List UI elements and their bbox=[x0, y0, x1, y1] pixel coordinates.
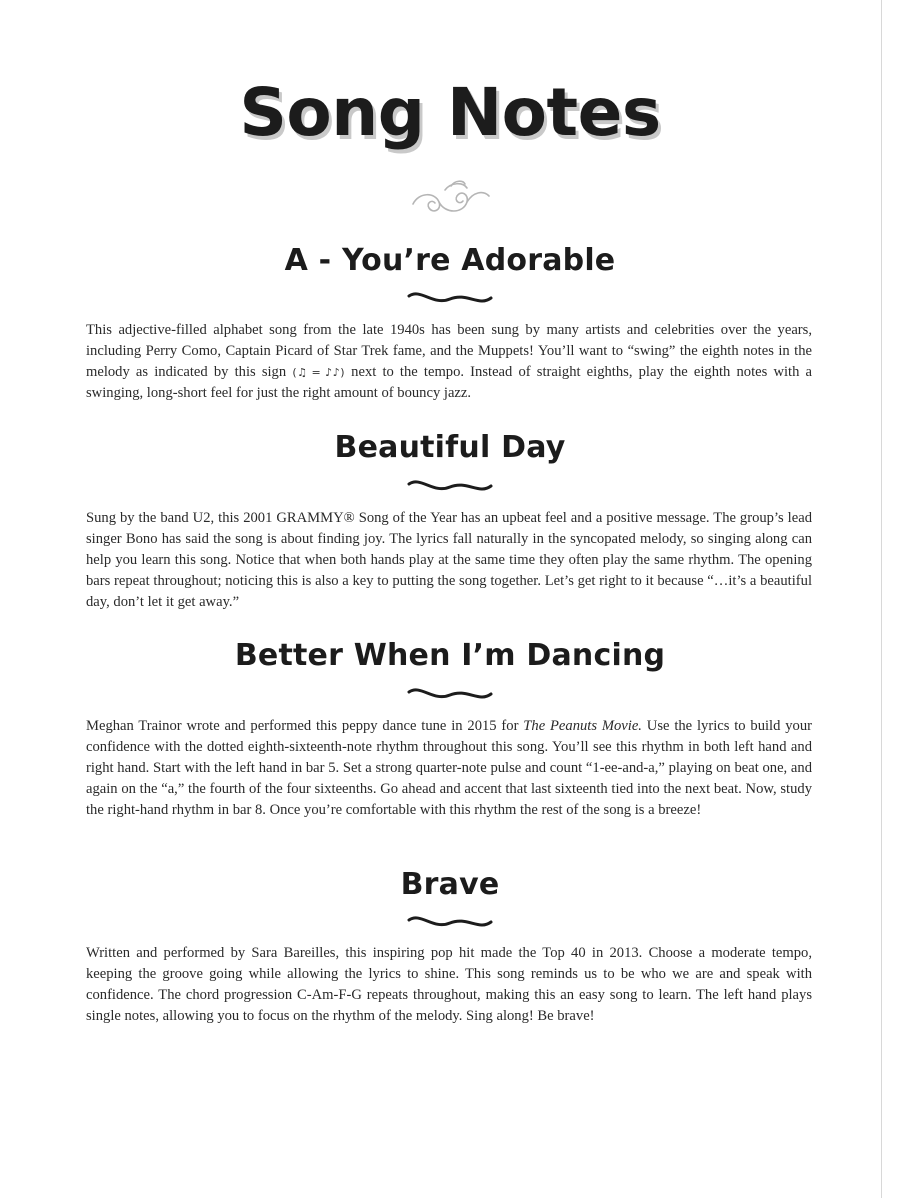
section-text-better-when-im-dancing bbox=[86, 716, 812, 821]
swing-sign-icon: (♫ = ♪♪) bbox=[292, 366, 346, 379]
section-text-part: This adjective-filled alphabet song from the late 1940s has been sung by many artists and celebrities over the years, including Perry Como, Captain Picard of Star Trek fame, and the Muppets! You’ll want to “swing” the eighth notes in the melody as indicated by this sign bbox=[86, 322, 812, 380]
section-heading-better-when-im-dancing: Better When I’m Dancing bbox=[234, 638, 666, 673]
swash-divider-icon bbox=[407, 290, 493, 308]
section-heading-brave: Brave bbox=[400, 867, 500, 902]
section-text-brave: Written and performed by Sara Bareilles, this inspiring pop hit made the Top 40 in 2013. Choose a moderate tempo, keeping the groove going while allowing the lyrics to shine. This song reminds us to be who we are and speak with confidence. The chord progression C-Am-F-G repeats throughout, making this an easy song to learn. The left hand plays single notes, allowing you to focus on the rhythm of the melody. Sing along! Be brave! bbox=[86, 945, 812, 1024]
swash-divider-icon bbox=[407, 914, 493, 932]
movie-title: The Peanuts Movie. bbox=[523, 718, 642, 734]
swash-divider-icon bbox=[407, 686, 493, 704]
flourish-ornament-icon bbox=[405, 176, 495, 220]
section-heading-beautiful-day: Beautiful Day bbox=[334, 430, 566, 465]
page-edge-line bbox=[881, 0, 882, 1198]
section-text-youre-adorable bbox=[86, 320, 812, 404]
section-text-part: Meghan Trainor wrote and performed this peppy dance tune in 2015 for bbox=[86, 718, 519, 734]
section-text-part: Use the lyrics to build your confidence with the dotted eighth-sixteenth-note rhythm throughout this song. You’ll see this rhythm in both left hand and right hand. Start with the left hand in bar 5. Set a strong quarter-note pulse and count “1-ee-and-a,” playing on beat one, and again on the “a,” the fourth of the four sixteenths. Go ahead and accent that last sixteenth tied into the next beat. Now, study the right-hand rhythm in bar 8. Once you’re comfortable with this rhythm the rest of the song is a breeze! bbox=[86, 718, 812, 818]
page-title: Song Notes bbox=[239, 74, 661, 151]
section-heading-youre-adorable: A - You’re Adorable bbox=[284, 243, 616, 278]
section-text-part: next to the tempo. Instead of straight eighths, play the eighth notes with a swinging, long-short feel for just the right amount of bouncy jazz. bbox=[86, 364, 813, 401]
swash-divider-icon bbox=[407, 478, 493, 496]
section-text-beautiful-day: Sung by the band U2, this 2001 GRAMMY® Song of the Year has an upbeat feel and a positive message. The group’s lead singer Bono has said the song is about finding joy. The lyrics fall naturally in the syncopated melody, so singing along can help you learn this song. Notice that when both hands play at the same time they often play the same rhythm. The opening bars repeat throughout; noticing this is also a key to putting the song together. Let’s get right to it because “…it’s a beautiful day, don’t let it get away.” bbox=[86, 510, 812, 610]
